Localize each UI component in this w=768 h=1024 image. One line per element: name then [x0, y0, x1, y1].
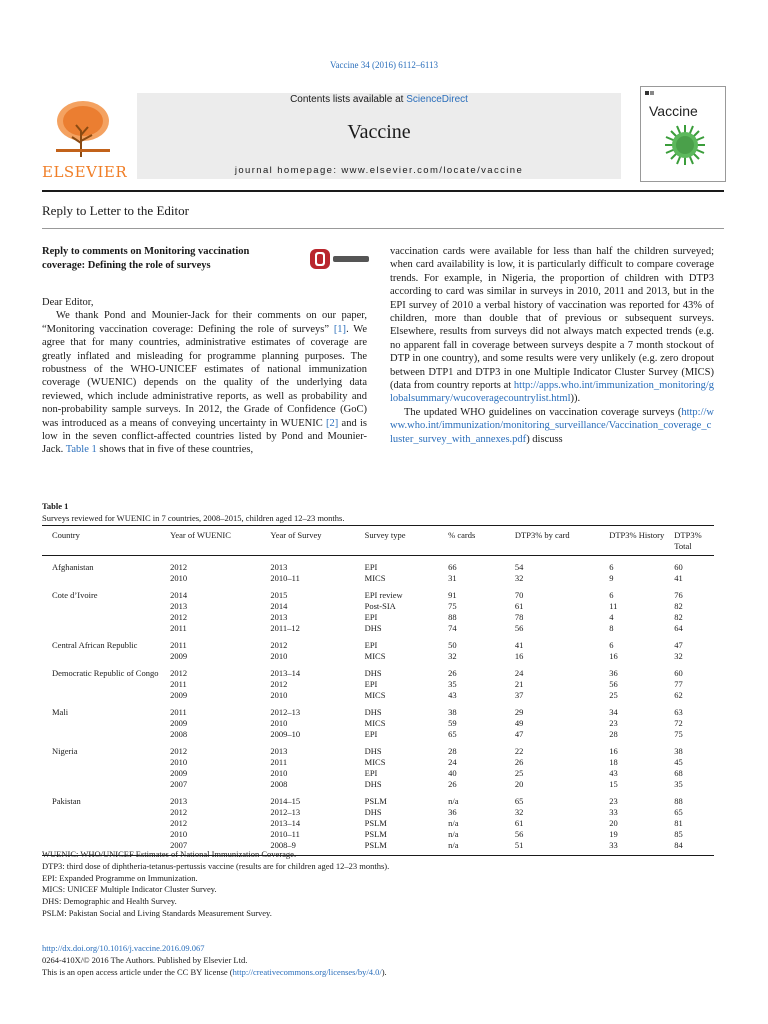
table-cell: EPI	[364, 640, 378, 650]
table-cell: Post-SIA	[364, 601, 396, 611]
table-cell: 2013	[270, 612, 288, 622]
virus-icon	[663, 123, 707, 167]
table-cell: 2012	[170, 612, 188, 622]
table-cell: 43	[609, 768, 618, 778]
section-rule	[42, 228, 724, 229]
p1-text-b: . We agree that for many countries, administrative estimates of coverage are greatly inflated and misleading for programme planning purposes. The robustness of the WHO-UNICEF estimates of national immunization coverage (WUENIC) depends on the quality of the underlying data reviewed, which include administrative reports, as well as probability and non-probability sample surveys. In 2012, the Grade of Confidence (GoC) was introduced as a means of conveying uncertainty in WUENIC	[42, 323, 367, 429]
table-cell: 88	[674, 796, 683, 806]
table-cell: 19	[609, 829, 618, 839]
table-cell: 24	[514, 668, 524, 678]
table-cell: 2011	[170, 640, 187, 650]
table-cell: 82	[674, 612, 683, 622]
journal-citation[interactable]	[0, 60, 768, 70]
table-cell: EPI review	[364, 590, 403, 600]
table-cell: 28	[609, 729, 618, 739]
table-cell: 2009	[170, 651, 188, 661]
table-cell: 24	[448, 757, 457, 767]
table-cell: 2013–14	[270, 818, 301, 828]
table-1-link[interactable]: Table 1	[65, 444, 97, 456]
journal-homepage[interactable]: journal homepage: www.elsevier.com/locate/vaccine	[234, 165, 524, 176]
p2-text-b: )).	[570, 393, 581, 405]
table-cell: EPI	[364, 729, 378, 739]
table-cell: 76	[674, 590, 683, 600]
table-cell: 23	[609, 796, 618, 806]
table-cell: 2009	[170, 690, 188, 700]
table-row	[42, 634, 714, 651]
table-cell: 20	[514, 779, 524, 789]
table-cell: 2010	[270, 690, 288, 700]
table-cell: 41	[674, 573, 683, 583]
table-cell: 75	[448, 601, 457, 611]
table-cell: MICS	[364, 718, 386, 728]
cell-country: Cote d’Ivoire	[52, 590, 98, 600]
table-cell: 4	[609, 612, 614, 622]
table-cell: PSLM	[364, 829, 387, 839]
table-cell: 60	[674, 668, 683, 678]
table-cell: 2013–14	[270, 668, 301, 678]
table-cell: 33	[609, 840, 618, 850]
table-row	[42, 740, 714, 757]
cell-country: Afghanistan	[52, 562, 94, 572]
table-caption-text: Surveys reviewed for WUENIC in 7 countries, 2008–2015, children aged 12–23 months.	[42, 513, 345, 523]
table-cell: 16	[514, 651, 524, 661]
crossmark-icon[interactable]	[309, 248, 371, 270]
table-cell: 2012	[270, 640, 288, 650]
table-cell: 61	[514, 601, 524, 611]
footnote-dtp3: DTP3: third dose of diphtheria-tetanus-pertussis vaccine (results are for children aged 12–23 months).	[42, 860, 390, 871]
p1-text-d: shows that in five of these countries,	[96, 444, 254, 456]
table-cell: 74	[448, 623, 457, 633]
table-cell: 25	[609, 690, 618, 700]
table-cell: n/a	[448, 840, 459, 850]
table-cell: 32	[674, 651, 683, 661]
table-cell: 21	[514, 679, 524, 689]
table-cell: 15	[609, 779, 618, 789]
table-cell: 68	[674, 768, 683, 778]
table-cell: 2012	[170, 807, 188, 817]
table-cell: 2011	[270, 757, 288, 767]
table-cell: DHS	[364, 779, 382, 789]
table-cell: 56	[609, 679, 618, 689]
p1-text-a: We thank Pond and Mounier-Jack for their comments on our paper, “Monitoring vaccination coverage: Defining the role of surveys”	[42, 310, 367, 335]
table-cell: 2013	[170, 796, 188, 806]
table-cell: PSLM	[364, 818, 387, 828]
table-row	[42, 790, 714, 807]
table-cell: 77	[674, 679, 683, 689]
p1-text-c: and is low in the seven conflict-affected countries listed by Pond and Mounier-Jack.	[42, 417, 367, 456]
table-cell: 28	[448, 746, 457, 756]
who-country-reports-link[interactable]: http://apps.who.int/immunization_monitoring/globalsummary/wucoveragecountrylist.html	[390, 380, 714, 405]
header-dtp3-total: DTP3% Total	[674, 530, 702, 551]
journal-cover	[640, 86, 726, 182]
table-cell: 22	[514, 746, 524, 756]
table-cell: 2012	[270, 679, 288, 689]
elsevier-wordmark: ELSEVIER	[42, 163, 128, 181]
table-cell: 2012	[170, 818, 188, 828]
table-cell: 32	[514, 807, 524, 817]
table-cell: 49	[514, 718, 524, 728]
table-cell: n/a	[448, 829, 459, 839]
table-cell: 41	[514, 640, 524, 650]
table-cell: 2010	[170, 573, 188, 583]
header-dtp3-history: DTP3% History	[609, 530, 665, 540]
table-cell: 2012–13	[270, 807, 301, 817]
table-cell: DHS	[364, 623, 382, 633]
table-cell: 2010	[170, 757, 188, 767]
article-title: Reply to comments on Monitoring vaccination coverage: Defining the role of surveys	[42, 246, 250, 271]
footnote-wuenic: WUENIC: WHO/UNICEF Estimates of National Immunization Coverage.	[42, 849, 297, 859]
table-cell: 31	[448, 573, 457, 583]
table-cell: 2014	[170, 590, 188, 600]
table-cell: 2013	[170, 601, 188, 611]
table-cell: 65	[514, 796, 524, 806]
table-cell: 47	[674, 640, 683, 650]
table-cell: 45	[674, 757, 683, 767]
table-caption	[42, 500, 344, 524]
p3-text-a: The updated WHO guidelines on vaccination coverage surveys (	[404, 406, 682, 418]
table-cell: 2010	[270, 718, 288, 728]
p2-text-a: vaccination cards were available for less than half the children surveyed; when card availability is low, it is particularly difficult to compare coverage trends. For example, in Nigeria, the proportion of children with DTP3 according to card was similar in surveys in 2010, 2011 and 2013, but in the EPI survey of 2010 a verbal history of vaccination was reported for 43% of children, more than double that of previous or subsequent surveys. Elsewhere, results from surveys did not always match expected trends (e.g. no apparent fall in coverage between surveys despite a 7 month stockout of DTP in one country), and some results were very unlikely (e.g. zero dropout between DTP1 and DTP3 in one Multiple Indicator Cluster Survey (MICS) (data from country reports at	[390, 246, 714, 392]
table-cell: 37	[514, 690, 524, 700]
table-cell: 56	[514, 623, 524, 633]
table-cell: 2012	[170, 668, 188, 678]
table-cell: 50	[448, 640, 457, 650]
table-cell: 2015	[270, 590, 288, 600]
footnote-mics: MICS: UNICEF Multiple Indicator Cluster Survey.	[42, 884, 217, 895]
article-type-label: Reply to Letter to the Editor	[42, 203, 189, 218]
cell-country: Pakistan	[52, 796, 81, 806]
table-cell: 26	[448, 779, 457, 789]
table-cell: 62	[674, 690, 683, 700]
table-cell: EPI	[364, 612, 378, 622]
table-cell: 59	[448, 718, 457, 728]
license-line	[42, 966, 387, 978]
table-header-row	[42, 526, 714, 556]
body-column-left	[42, 296, 367, 457]
table-cell: 60	[674, 562, 683, 572]
table-cell: 11	[609, 601, 618, 611]
journal-title: Vaccine	[347, 121, 411, 143]
table-cell: 70	[514, 590, 524, 600]
table-cell: 2011	[170, 707, 187, 717]
table-label: Table 1	[42, 501, 69, 511]
table-cell: 26	[514, 757, 524, 767]
table-cell: MICS	[364, 573, 386, 583]
copyright-line: 0264-410X/© 2016 The Authors. Published by Elsevier Ltd.	[42, 955, 248, 965]
footnote-dhs: DHS: Demographic and Health Survey.	[42, 896, 177, 907]
table-cell: 2013	[270, 746, 288, 756]
table-cell: 64	[674, 623, 683, 633]
table-cell: 2012	[170, 746, 188, 756]
header-rule	[42, 190, 724, 192]
table-cell: 88	[448, 612, 457, 622]
table-cell: 2010–11	[270, 573, 300, 583]
header-year-survey: Year of Survey	[270, 530, 322, 540]
who-guidelines-link[interactable]: http://www.who.int/immunization/monitoring_surveillance/Vaccination_coverage_cluster_survey_with_annexes.pdf	[390, 406, 714, 445]
paragraph-3	[390, 406, 714, 446]
table-cell: 2008–9	[270, 840, 296, 850]
table-cell: EPI	[364, 679, 378, 689]
table-cell: 25	[514, 768, 524, 778]
journal-header	[137, 93, 621, 179]
table-cell: 47	[514, 729, 524, 739]
table-cell: 20	[609, 818, 618, 828]
table-cell: 54	[514, 562, 524, 572]
table-cell: 33	[609, 807, 618, 817]
table-cell: 36	[448, 807, 457, 817]
table-cell: 82	[674, 601, 683, 611]
table-row	[42, 662, 714, 679]
footnote-epi: EPI: Expanded Programme on Immunization.	[42, 872, 198, 883]
table-cell: MICS	[364, 690, 386, 700]
table-cell: 40	[448, 768, 457, 778]
table-cell: 18	[609, 757, 618, 767]
table-cell: n/a	[448, 818, 459, 828]
body-column-right	[390, 245, 714, 446]
table-cell: 26	[448, 668, 457, 678]
table-cell: 29	[514, 707, 524, 717]
table-cell: 23	[609, 718, 618, 728]
table-body	[42, 556, 714, 856]
table-cell: 65	[448, 729, 457, 739]
header-cards: % cards	[448, 530, 476, 540]
elsevier-logo	[42, 93, 128, 183]
table-cell: 2014–15	[270, 796, 301, 806]
table-cell: 2007	[170, 779, 188, 789]
table-cell: 85	[674, 829, 683, 839]
table-cell: 56	[514, 829, 524, 839]
table-cell: DHS	[364, 746, 382, 756]
elsevier-tree-icon	[52, 97, 114, 157]
table-cell: 2009–10	[270, 729, 301, 739]
table-cell: 2010	[170, 829, 188, 839]
table-cell: 2008	[270, 779, 288, 789]
paragraph-2	[390, 245, 714, 406]
table-cell: 2010–11	[270, 829, 300, 839]
table-cell: n/a	[448, 796, 459, 806]
table-cell: 81	[674, 818, 683, 828]
ref-2-link[interactable]: [2]	[326, 417, 339, 429]
table-cell: 2012	[170, 562, 188, 572]
table-cell: 72	[674, 718, 683, 728]
table-cell: 8	[609, 623, 614, 633]
table-cell: 6	[609, 640, 614, 650]
table-cell: 43	[448, 690, 457, 700]
p3-text-b: ) discuss	[526, 433, 563, 445]
table-cell: 2011–12	[270, 623, 300, 633]
table-cell: 2011	[170, 623, 187, 633]
table-cell: DHS	[364, 707, 382, 717]
table-cell: 66	[448, 562, 457, 572]
table-cell: 38	[448, 707, 457, 717]
table-footnotes	[42, 849, 389, 920]
table-cell: 6	[609, 590, 614, 600]
header-survey-type: Survey type	[364, 530, 406, 540]
table-cell: 16	[609, 746, 618, 756]
table-cell: 61	[514, 818, 524, 828]
license-suffix: ).	[381, 967, 387, 977]
cell-country: Mali	[52, 707, 69, 717]
contents-prefix: Contents lists available at	[290, 94, 407, 105]
table-cell: 35	[674, 779, 683, 789]
table-cell: 34	[609, 707, 618, 717]
table-cell: MICS	[364, 651, 386, 661]
header-year-wuenic: Year of WUENIC	[170, 530, 231, 540]
table-cell: EPI	[364, 768, 378, 778]
citation-link[interactable]: Vaccine 34 (2016) 6112–6113	[329, 60, 439, 70]
table-cell: PSLM	[364, 796, 387, 806]
table-cell: 16	[609, 651, 618, 661]
table-cell: 2012–13	[270, 707, 301, 717]
table-cell: 2013	[270, 562, 288, 572]
footnote-pslm: PSLM: Pakistan Social and Living Standards Measurement Survey.	[42, 907, 272, 918]
table-cell: 65	[674, 807, 683, 817]
paragraph-1	[42, 309, 367, 456]
header-dtp3-card: DTP3% by card	[514, 530, 570, 540]
salutation: Dear Editor,	[42, 297, 94, 308]
table-cell: 2009	[170, 718, 188, 728]
table-cell: 78	[514, 612, 524, 622]
cell-country: Central African Republic	[52, 640, 138, 650]
table-cell: 6	[609, 562, 614, 572]
table-cell: 51	[514, 840, 524, 850]
table-cell: PSLM	[364, 840, 387, 850]
table-cell: 2010	[270, 768, 288, 778]
ref-1-link[interactable]: [1]	[333, 323, 347, 335]
cell-country: Democratic Republic of Congo	[52, 668, 159, 678]
table-cell: DHS	[364, 668, 382, 678]
header-country: Country	[52, 530, 80, 540]
cover-title: Vaccine	[649, 103, 698, 119]
table-cell: 36	[609, 668, 618, 678]
table-cell: 91	[448, 590, 457, 600]
table-cell: 2014	[270, 601, 288, 611]
table-cell: 38	[674, 746, 683, 756]
table-cell: EPI	[364, 562, 378, 572]
table-row	[42, 556, 714, 574]
table-cell: 2007	[170, 840, 188, 850]
license-prefix: This is an open access article under the CC BY license (	[42, 967, 233, 977]
table-cell: 2011	[170, 679, 187, 689]
table-cell: 2009	[170, 768, 188, 778]
table-cell: DHS	[364, 807, 382, 817]
table-row	[42, 701, 714, 718]
contents-line	[137, 94, 621, 105]
table-cell: 63	[674, 707, 683, 717]
table-cell: 32	[448, 651, 457, 661]
doi-link[interactable]: http://dx.doi.org/10.1016/j.vaccine.2016.09.067	[42, 943, 205, 953]
table-cell: 84	[674, 840, 683, 850]
surveys-table	[42, 525, 714, 856]
table-cell: 9	[609, 573, 614, 583]
sciencedirect-link[interactable]: ScienceDirect	[406, 94, 468, 105]
license-link[interactable]: http://creativecommons.org/licenses/by/4.0/	[232, 967, 382, 977]
article-footer	[42, 942, 387, 978]
table-cell: 75	[674, 729, 683, 739]
table-cell: 2008	[170, 729, 188, 739]
cover-mark-icon	[645, 91, 657, 103]
table-cell: 2010	[270, 651, 288, 661]
table-cell: MICS	[364, 757, 386, 767]
table-cell: 32	[514, 573, 524, 583]
cell-country: Nigeria	[52, 746, 78, 756]
table-cell: 35	[448, 679, 457, 689]
table-row	[42, 584, 714, 601]
